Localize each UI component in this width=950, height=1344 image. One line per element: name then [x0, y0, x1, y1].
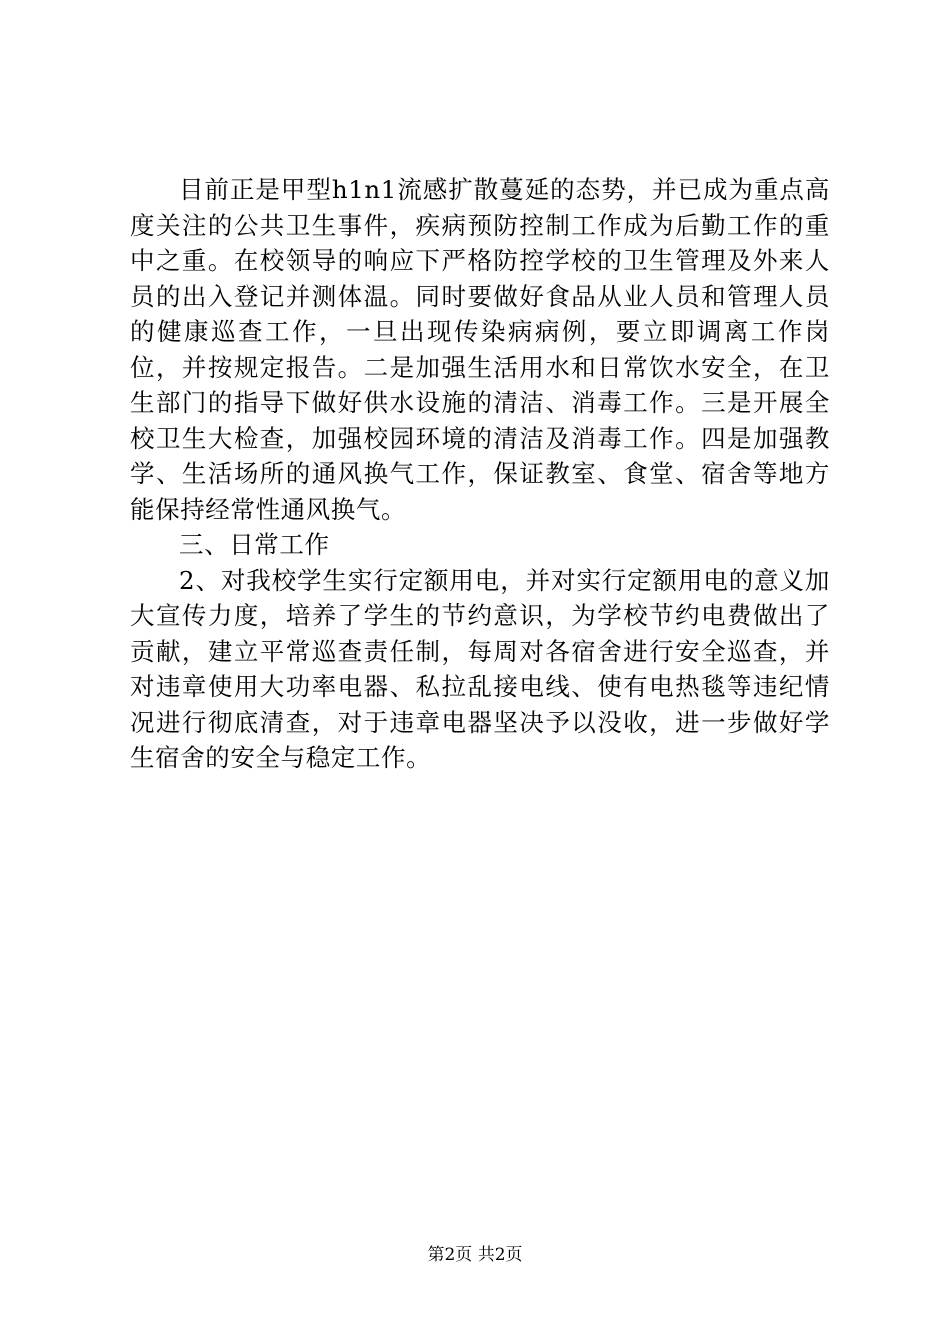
paragraph-electricity-quota: 2、对我校学生实行定额用电，并对实行定额用电的意义加大宣传力度，培养了学生的节约意识，为学校节约电费做出了贡献，建立平常巡查责任制，每周对各宿舍进行安全巡查，并对违章使用大功率电器、私拉乱接电线、使有电热毯等违纪情况进行彻底清查，对于违章电器坚决予以没收，进一步做好学生宿舍的安全与稳定工作。 — [130, 565, 830, 772]
section-heading-daily-work: 三、日常工作 — [179, 530, 330, 559]
paragraph-epidemic-prevention: 目前正是甲型h1n1流感扩散蔓延的态势，并已成为重点高度关注的公共卫生事件，疾病预防控制工作成为后勤工作的重中之重。在校领导的响应下严格防控学校的卫生管理及外来人员的出入登记并测体温。同时要做好食品从业人员和管理人员的健康巡查工作，一旦出现传染病病例，要立即调离工作岗位，并按规定报告。二是加强生活用水和日常饮水安全，在卫生部门的指导下做好供水设施的清洁、消毒工作。三是开展全校卫生大检查，加强校园环境的清洁及消毒工作。四是加强教学、生活场所的通风换气工作，保证教室、食堂、宿舍等地方能保持经常性通风换气。 — [130, 175, 830, 524]
document-body — [130, 172, 830, 776]
page-number-footer: 第2页 共2页 — [427, 1245, 523, 1265]
